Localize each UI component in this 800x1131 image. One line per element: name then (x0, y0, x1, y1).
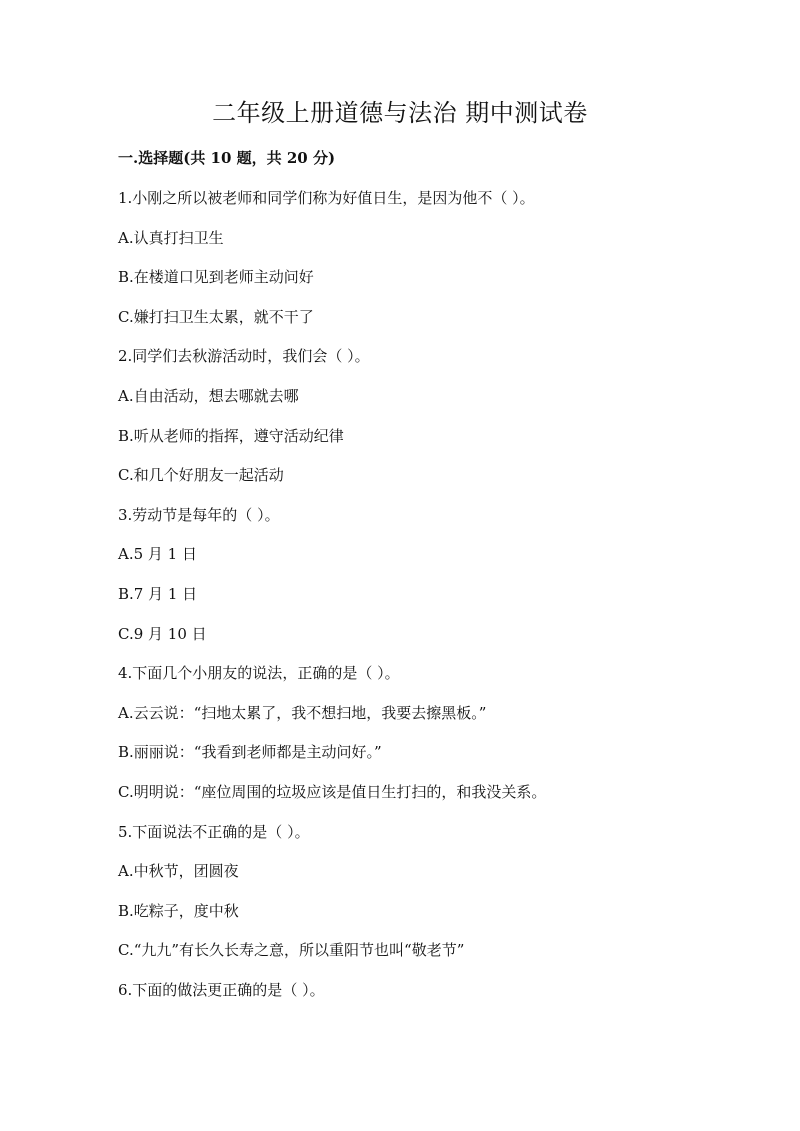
question-5-option-a: A.中秋节，团圆夜 (118, 862, 239, 881)
question-3-option-c: C.9 月 10 日 (118, 624, 207, 643)
question-3-option-b: B.7 月 1 日 (118, 584, 198, 603)
question-4-option-b: B.丽丽说：“我看到老师都是主动问好。” (118, 743, 382, 762)
question-4-option-c: C.明明说：“座位周围的垃圾应该是值日生打扫的，和我没关系。 (118, 782, 547, 801)
question-2-option-a: A.自由活动，想去哪就去哪 (118, 386, 299, 405)
section-heading: 一.选择题(共 10 题，共 20 分) (118, 149, 336, 167)
question-1-option-a: A.认真打扫卫生 (118, 228, 224, 247)
question-4-stem: 4.下面几个小朋友的说法，正确的是（ ）。 (118, 664, 400, 683)
question-6-stem: 6.下面的做法更正确的是（ ）。 (118, 980, 325, 999)
question-1-stem: 1.小刚之所以被老师和同学们称为好值日生，是因为他不（ ）。 (118, 189, 535, 207)
question-2-stem: 2.同学们去秋游活动时，我们会（ ）。 (118, 347, 370, 366)
question-5-stem: 5.下面说法不正确的是（ ）。 (118, 822, 310, 841)
question-3-stem: 3.劳动节是每年的（ ）。 (118, 505, 280, 524)
question-list (118, 186, 758, 1017)
question-2-option-b: B.听从老师的指挥，遵守活动纪律 (118, 426, 344, 445)
question-5-option-b: B.吃粽子，度中秋 (118, 901, 239, 920)
question-5-option-c: C.“九九”有长久长寿之意，所以重阳节也叫“敬老节” (118, 941, 465, 960)
question-1-option-c: C.嫌打扫卫生太累，就不干了 (118, 307, 314, 326)
question-4-option-a: A.云云说：“扫地太累了，我不想扫地，我要去擦黑板。” (118, 703, 487, 722)
question-3-option-a: A.5 月 1 日 (118, 545, 197, 564)
page-title: 二年级上册道德与法治 期中测试卷 (212, 99, 588, 127)
question-2-option-c: C.和几个好朋友一起活动 (118, 466, 284, 485)
question-1-option-b: B.在楼道口见到老师主动问好 (118, 268, 314, 287)
